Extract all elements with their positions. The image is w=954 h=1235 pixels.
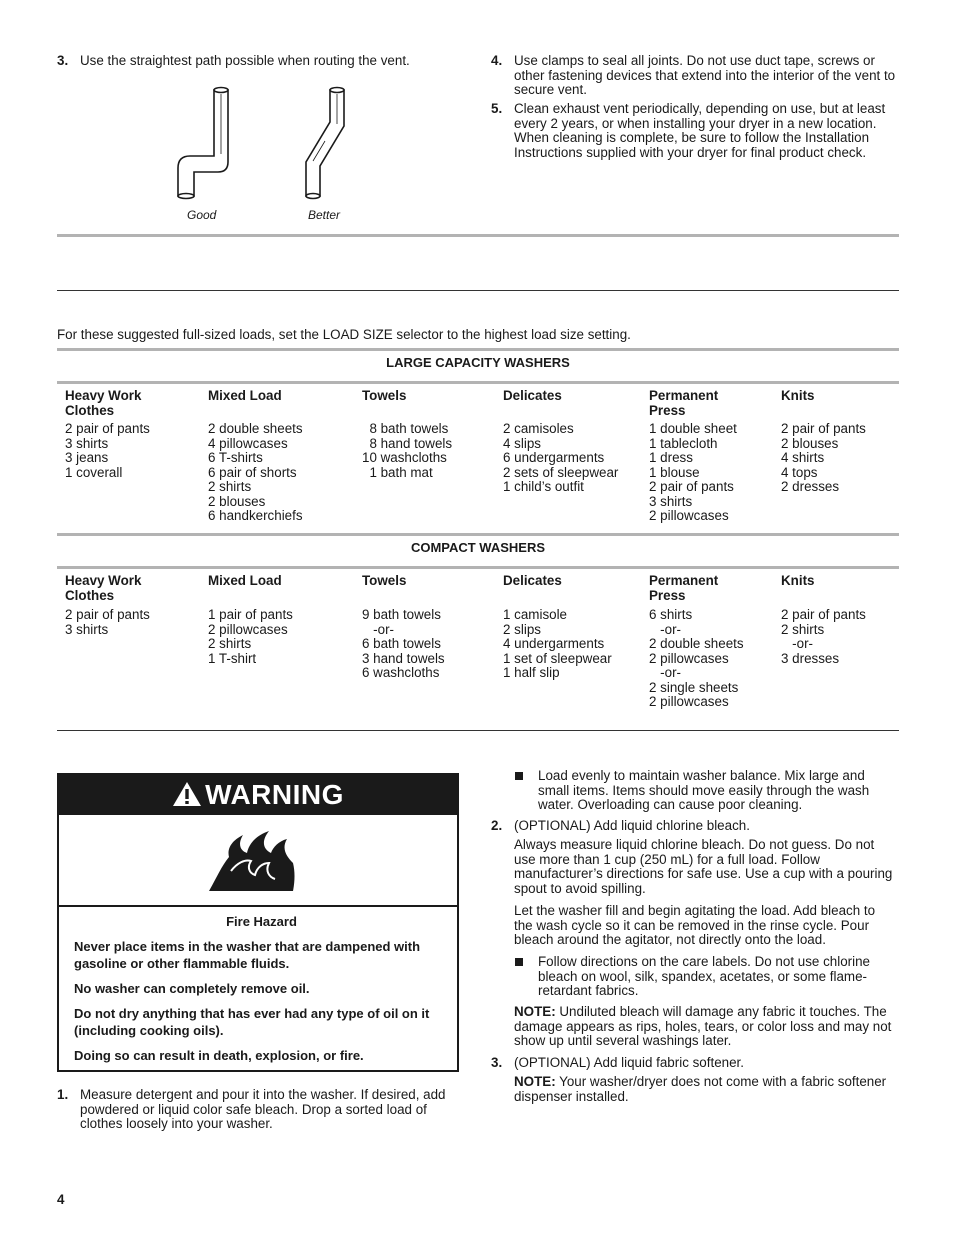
compact-column-items: 1 camisole 2 slips 4 undergarments 1 set of sleepwear 1 half slip [503, 607, 612, 680]
step-paragraph: Let the washer fill and begin agitating the load. Add bleach to the wash cycle so it can be removed in the rinse cycle. Pour bleach around the agitator, not directly onto the load. [514, 903, 876, 948]
warning-text: No washer can completely remove oil. [74, 981, 310, 996]
fire-panel [59, 815, 457, 907]
warning-title: WARNING [205, 779, 344, 810]
compact-title: COMPACT WASHERS [410, 540, 546, 555]
compact-column-header: Mixed Load [208, 573, 282, 588]
large-capacity-title: LARGE CAPACITY WASHERS [386, 355, 570, 370]
warning-text: Doing so can result in death, explosion, or fire. [74, 1048, 364, 1063]
large-column-items: 2 double sheets 4 pillowcases 6 T-shirts 6 pair of shorts 2 shirts 2 blouses 6 handkerchiefs [208, 421, 303, 523]
warning-triangle-icon [172, 781, 202, 807]
compact-column-header: Towels [362, 573, 407, 588]
bullet-square-icon [515, 958, 523, 966]
large-column-items: 2 camisoles 4 slips 6 undergarments 2 sets of sleepwear 1 child’s outfit [503, 421, 619, 494]
large-column-header: Heavy Work Clothes [65, 388, 142, 418]
warning-text: Never place items in the washer that are dampened with gasoline or other flammable fluids. [74, 939, 421, 971]
bullet-square-icon [515, 772, 523, 780]
note-label: NOTE: [514, 1004, 556, 1019]
vent-routing-illustration [170, 86, 370, 202]
bullet-text: Load evenly to maintain washer balance. Mix large and small items. Items should move easily through the wash water. Overloading can cause poor cleaning. [538, 768, 870, 813]
note [514, 1075, 896, 1104]
large-column-header: Knits [781, 388, 815, 403]
better-label: Better [308, 208, 341, 222]
compact-column-items: 9 bath towels -or- 6 bath towels 3 hand towels 6 washcloths [362, 607, 445, 680]
step-text: (OPTIONAL) Add liquid fabric softener. [514, 1055, 744, 1070]
fire-icon [207, 827, 299, 893]
compact-column-items: 2 pair of pants 2 shirts -or- 3 dresses [781, 607, 866, 666]
hazard-title: Fire Hazard [226, 914, 297, 929]
table-rule [57, 533, 899, 536]
large-column-items: 1 double sheet 1 tablecloth 1 dress 1 blouse 2 pair of pants 3 shirts 2 pillowcases [649, 421, 737, 523]
good-vent-path-icon [178, 88, 228, 199]
good-label: Good [187, 208, 217, 222]
compact-column-items: 1 pair of pants 2 pillowcases 2 shirts 1 T-shirt [208, 607, 293, 666]
large-column-header: Permanent Press [649, 388, 719, 418]
bullet-text: Follow directions on the care labels. Do not use chlorine bleach on wool, silk, spandex, acetates, or some flame-retardant fabrics. [538, 954, 870, 999]
large-column-items: 8 bath towels 8 hand towels 10 washcloths 1 bath mat [362, 421, 453, 480]
note-label: NOTE: [514, 1074, 556, 1089]
step-number: 5. [491, 101, 503, 116]
note-text: Your washer/dryer does not come with a fabric softener dispenser installed. [514, 1074, 887, 1104]
large-column-header: Delicates [503, 388, 562, 403]
note-text: Undiluted bleach will damage any fabric it touches. The damage appears as rips, holes, tears, or color loss and may not show up until several washings later. [514, 1004, 892, 1049]
step-text: Clean exhaust vent periodically, depending on use, but at least every 2 years, or when installing your dryer in a new location. When cleaning is complete, be sure to follow the Installation Instructions supplied with your dryer for final product check. [514, 101, 886, 160]
step-number: 3. [491, 1055, 503, 1070]
compact-column-items: 6 shirts -or- 2 double sheets 2 pillowcases -or- 2 single sheets 2 pillowcases [649, 607, 744, 709]
compact-column-header: Knits [781, 573, 815, 588]
large-column-header: Towels [362, 388, 407, 403]
warning-text: Do not dry anything that has ever had any type of oil on it (including cooking oils). [74, 1006, 430, 1038]
loads-intro: For these suggested full-sized loads, set the LOAD SIZE selector to the highest load size setting. [57, 327, 631, 342]
warning-header [59, 775, 457, 815]
large-column-header: Mixed Load [208, 388, 282, 403]
step-text: Use the straightest path possible when routing the vent. [80, 53, 410, 68]
step-paragraph: Always measure liquid chlorine bleach. Do not guess. Do not use more than 1 cup (250 mL) for a full load. Follow manufacturer’s directions for safe use. Use a cup with a pouring spout to avoid spilling. [514, 837, 893, 896]
compact-column-items: 2 pair of pants 3 shirts [65, 607, 150, 637]
large-column-items: 2 pair of pants 2 blouses 4 shirts 4 tops 2 dresses [781, 421, 866, 494]
step-number: 3. [57, 53, 69, 68]
compact-column-header: Permanent Press [649, 573, 719, 603]
step-number: 4. [491, 53, 503, 68]
compact-column-header: Heavy Work Clothes [65, 573, 142, 603]
compact-column-header: Delicates [503, 573, 562, 588]
table-rule [57, 566, 899, 569]
step-text: Use clamps to seal all joints. Do not use duct tape, screws or other fastening devices that extend into the interior of the vent to secure vent. [514, 53, 896, 98]
table-top-rule [57, 348, 899, 351]
warning-box [57, 773, 459, 1072]
section-divider [57, 290, 899, 291]
step-number: 1. [57, 1087, 69, 1102]
better-vent-path-icon [306, 88, 344, 199]
step-number: 2. [491, 818, 503, 833]
table-rule [57, 381, 899, 384]
step-text: Measure detergent and pour it into the washer. If desired, add powdered or liquid color safe bleach. Drop a sorted load of clothes loosely into your washer. [80, 1087, 446, 1132]
page-number: 4 [57, 1192, 65, 1207]
large-column-items: 2 pair of pants 3 shirts 3 jeans 1 coverall [65, 421, 150, 480]
section-divider [57, 234, 899, 237]
section-divider [57, 730, 899, 731]
note [514, 1005, 896, 1049]
step-text: (OPTIONAL) Add liquid chlorine bleach. [514, 818, 750, 833]
